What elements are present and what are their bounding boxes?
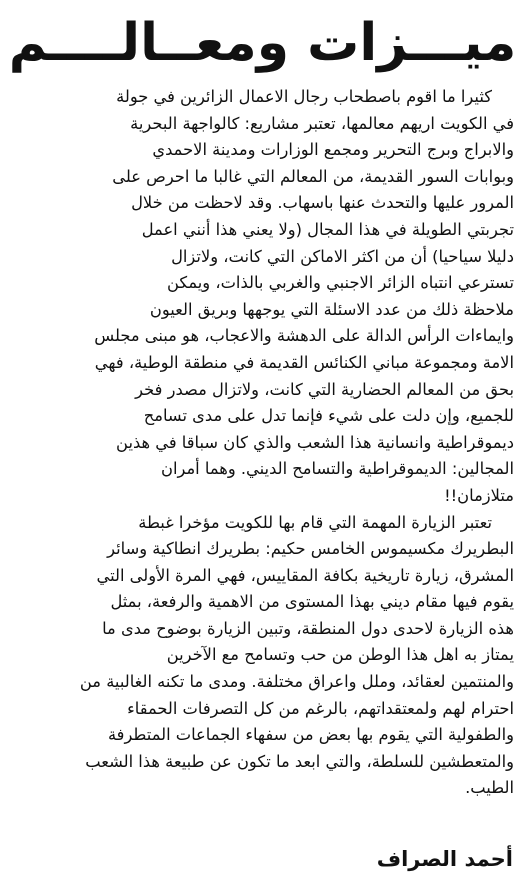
- article-body: [12, 84, 514, 802]
- body-line: تجربتي الطويلة في هذا المجال (ولا يعني هذا أنني اعمل: [141, 219, 514, 239]
- body-line: تعتبر الزيارة المهمة التي قام بها للكويت مؤخرا غبطة: [138, 512, 492, 532]
- body-line: يقوم فيها مقام ديني بهذا المستوى من الاهمية والرفعة، بمثل: [110, 592, 514, 612]
- body-line: ديموقراطية وانسانية هذا الشعب والذي كان سباقا في هذين: [116, 432, 514, 452]
- body-line: وبوابات السور القديمة، من المعالم التي غالبا ما احرص على: [112, 166, 514, 186]
- body-line: والابراج وبرج التحرير ومجمع الوزارات ومدينة الاحمدي: [152, 140, 514, 160]
- body-line: والمنتمين لعقائد، وملل واعراق مختلفة. ومدى ما تكنه الغالبية من: [79, 672, 514, 692]
- body-line: تسترعي انتباه الزائر الاجنبي والغربي بالذات، ويمكن: [166, 273, 514, 293]
- body-line: وايماءات الرأس الدالة على الدهشة والاعجاب، هو مبنى مجلس: [94, 326, 514, 346]
- body-line: البطريرك مكسيموس الخامس حكيم: بطريرك انطاكية وسائر: [107, 539, 514, 559]
- body-line: والطفولية التي يقوم بها بعض من سفهاء الجماعات المتطرفة: [107, 725, 514, 745]
- body-line: المجالين: الديموقراطية والتسامح الديني. وهما أمران: [161, 459, 514, 479]
- body-line: والمتعطشين للسلطة، والتي ابعد ما تكون عن طبيعة هذا الشعب: [85, 751, 514, 771]
- body-line: بحق من المعالم الحضارية التي كانت، ولاتزال مصدر فخر: [135, 379, 514, 399]
- article-title: ميـــزات ومعــالــــم: [8, 13, 517, 73]
- body-line: المرور عليها والتحدث عنها باسهاب. وقد لاحظت من خلال: [131, 193, 514, 213]
- body-line: احترام لهم ولمعتقداتهم، بالرغم من كل التصرفات الحمقاء: [127, 698, 514, 718]
- body-line: ملاحظة ذلك من عدد الاسئلة التي يوجهها وبريق العيون: [149, 299, 514, 319]
- body-line: يمتاز به اهل هذا الوطن من حب وتسامح مع الآخرين: [166, 645, 514, 665]
- body-line: دليلا سياحيا) أن من اكثر الاماكن التي كانت، ولاتزال: [171, 246, 514, 266]
- body-line: للجميع، وإن دلت على شيء فإنما تدل على مدى تسامح: [143, 406, 514, 426]
- body-line: الطيب.: [465, 778, 514, 798]
- body-line: هذه الزيارة لاحدى دول المنطقة، وتبين الزيارة بوضوح مدى ما: [102, 618, 514, 638]
- body-line: متلازمان!!: [444, 485, 514, 505]
- body-line: في الكويت اريهم معالمها، تعتبر مشاريع: كالواجهة البحرية: [130, 113, 514, 133]
- author-signature: أحمد الصراف: [376, 847, 513, 871]
- body-line: المشرق، زيارة تاريخية بكافة المقاييس، فهي المرة الأولى التي: [96, 565, 514, 585]
- body-line: الامة ومجموعة مباني الكنائس القديمة في منطقة الوطية، فهي: [94, 352, 514, 372]
- body-line: كثيرا ما اقوم باصطحاب رجال الاعمال الزائرين في جولة: [116, 87, 492, 106]
